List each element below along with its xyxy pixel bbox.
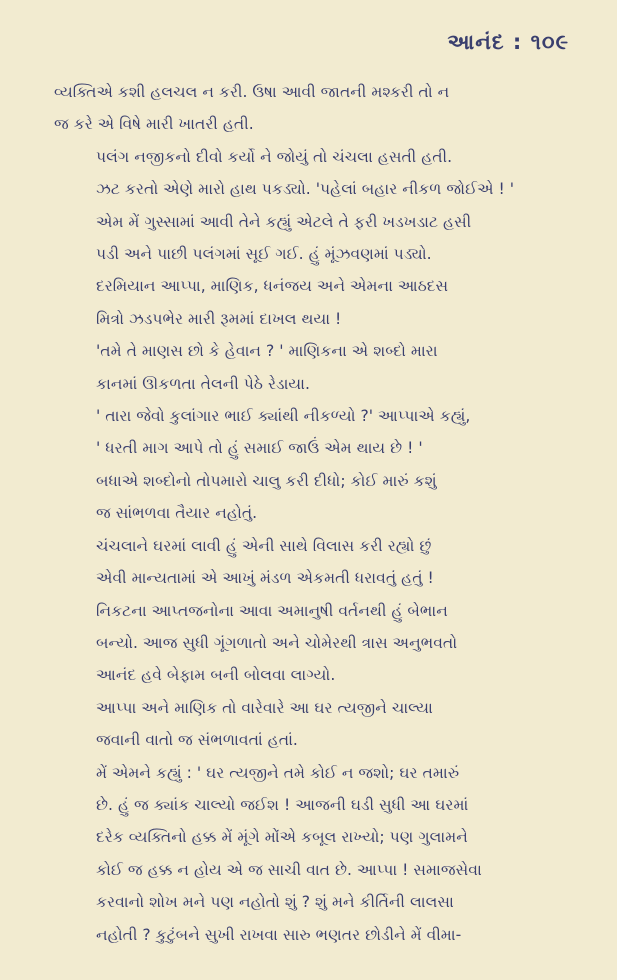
text-line: વ્યક્તિએ કશી હલચલ ન કરી. ઉષા આવી જાતની મશ્કરી તો ન xyxy=(54,83,450,101)
text-line: મિત્રો ઝડપભેર મારી રૂમમાં દાખલ થયા ! xyxy=(96,309,342,328)
paragraph xyxy=(54,595,571,692)
text-line: મેં એમને કહ્યું : ' ઘર ત્યજીને તમે કોઈ ન જશો; ઘર તમારું xyxy=(96,763,460,782)
text-line: પડી અને પાછી પલંગમાં સૂઈ ગઈ. હું મૂંઝવણમાં પડ્યો. xyxy=(96,245,432,264)
paragraph xyxy=(54,400,571,465)
text-line: દરમિયાન આપ્પા, માણિક, ધનંજય અને એમના આઠદસ xyxy=(96,277,449,296)
text-line: જ કરે એ વિષે મારી ખાતરી હતી. xyxy=(54,115,254,134)
text-line: ચંચલાને ઘરમાં લાવી હું એની સાથે વિલાસ કરી રહ્યો છું xyxy=(96,536,432,555)
text-line: દરેક વ્યક્તિનો હક્ક મેં મૂંગે મોંએ કબૂલ રાખ્યો; પણ ગુલામને xyxy=(96,828,468,847)
paragraph xyxy=(54,141,571,271)
text-line: ' તારા જેવો કુલાંગાર ભાઈ ક્યાંથી નીકળ્યો ?' આપ્પાએ કહ્યું, xyxy=(96,407,471,426)
text-line: પલંગ નજીકનો દીવો કર્યો ને જોયું તો ચંચલા હસતી હતી. xyxy=(96,147,453,166)
text-line: છે. હું જ ક્યાંક ચાલ્યો જઈશ ! આજની ઘડી સુધી આ ઘરમાં xyxy=(96,795,469,814)
text-line: કાનમાં ઊકળતા તેલની પેઠે રેડાયા. xyxy=(96,374,310,393)
text-line: 'તમે તે માણસ છો કે હેવાન ? ' માણિકના એ શબ્દો મારા xyxy=(96,342,438,361)
text-line: ઝટ કરતો એણે મારો હાથ પકડ્યો. 'પહેલાં બહાર નીકળ જોઈએ ! ' xyxy=(96,180,515,199)
text-line: આનંદ હવે બેફામ બની બોલવા લાગ્યો. xyxy=(96,666,336,685)
body-text xyxy=(54,76,571,951)
paragraph xyxy=(54,530,571,595)
paragraph xyxy=(54,335,571,400)
text-line: બન્યો. આજ સુધી ગૂંગળાતો અને ચોમેરથી ત્રાસ અનુભવતો xyxy=(96,633,458,652)
paragraph xyxy=(54,692,571,757)
text-line: નહોતી ? કુટુંબને સુખી રાખવા સારુ ભણતર છોડીને મેં વીમા- xyxy=(96,925,462,944)
text-line: એમ મેં ગુસ્સામાં આવી તેને કહ્યું એટલે તે ફરી ખડખડાટ હસી xyxy=(96,212,472,231)
paragraph xyxy=(54,270,571,335)
running-header xyxy=(54,22,571,62)
text-line: એવી માન્યતામાં એ આખું મંડળ એકમતી ધરાવતું હતું ! xyxy=(96,569,434,588)
text-line: બધાએ શબ્દોનો તોપમારો ચાલુ કરી દીધો; કોઈ મારું કશું xyxy=(96,471,437,490)
text-line: જવાની વાતો જ સંભળાવતાં હતાં. xyxy=(96,731,298,750)
text-line: જ સાંભળવા તૈયાર નહોતું. xyxy=(96,504,258,523)
text-line: નિકટના આપ્તજનોના આવા અમાનુષી વર્તનથી હું બેભાન xyxy=(96,601,448,620)
paragraph xyxy=(54,465,571,530)
text-line: કોઈ જ હક્ક ન હોય એ જ સાચી વાત છે. આપ્પા ! સમાજસેવા xyxy=(96,860,482,879)
text-line: ' ધરતી માગ આપે તો હું સમાઈ જાઉં એમ થાય છે ! ' xyxy=(96,439,423,458)
paragraph xyxy=(54,757,571,951)
running-title: આનંદ : ૧૦૯ xyxy=(447,30,569,54)
text-line: આપ્પા અને માણિક તો વારેવારે આ ઘર ત્યજીને ચાલ્યા xyxy=(96,698,433,717)
text-line: કરવાનો શોખ મને પણ નહોતો શું ? શું મને કીર્તિની લાલસા xyxy=(96,893,454,912)
paragraph xyxy=(54,76,571,141)
